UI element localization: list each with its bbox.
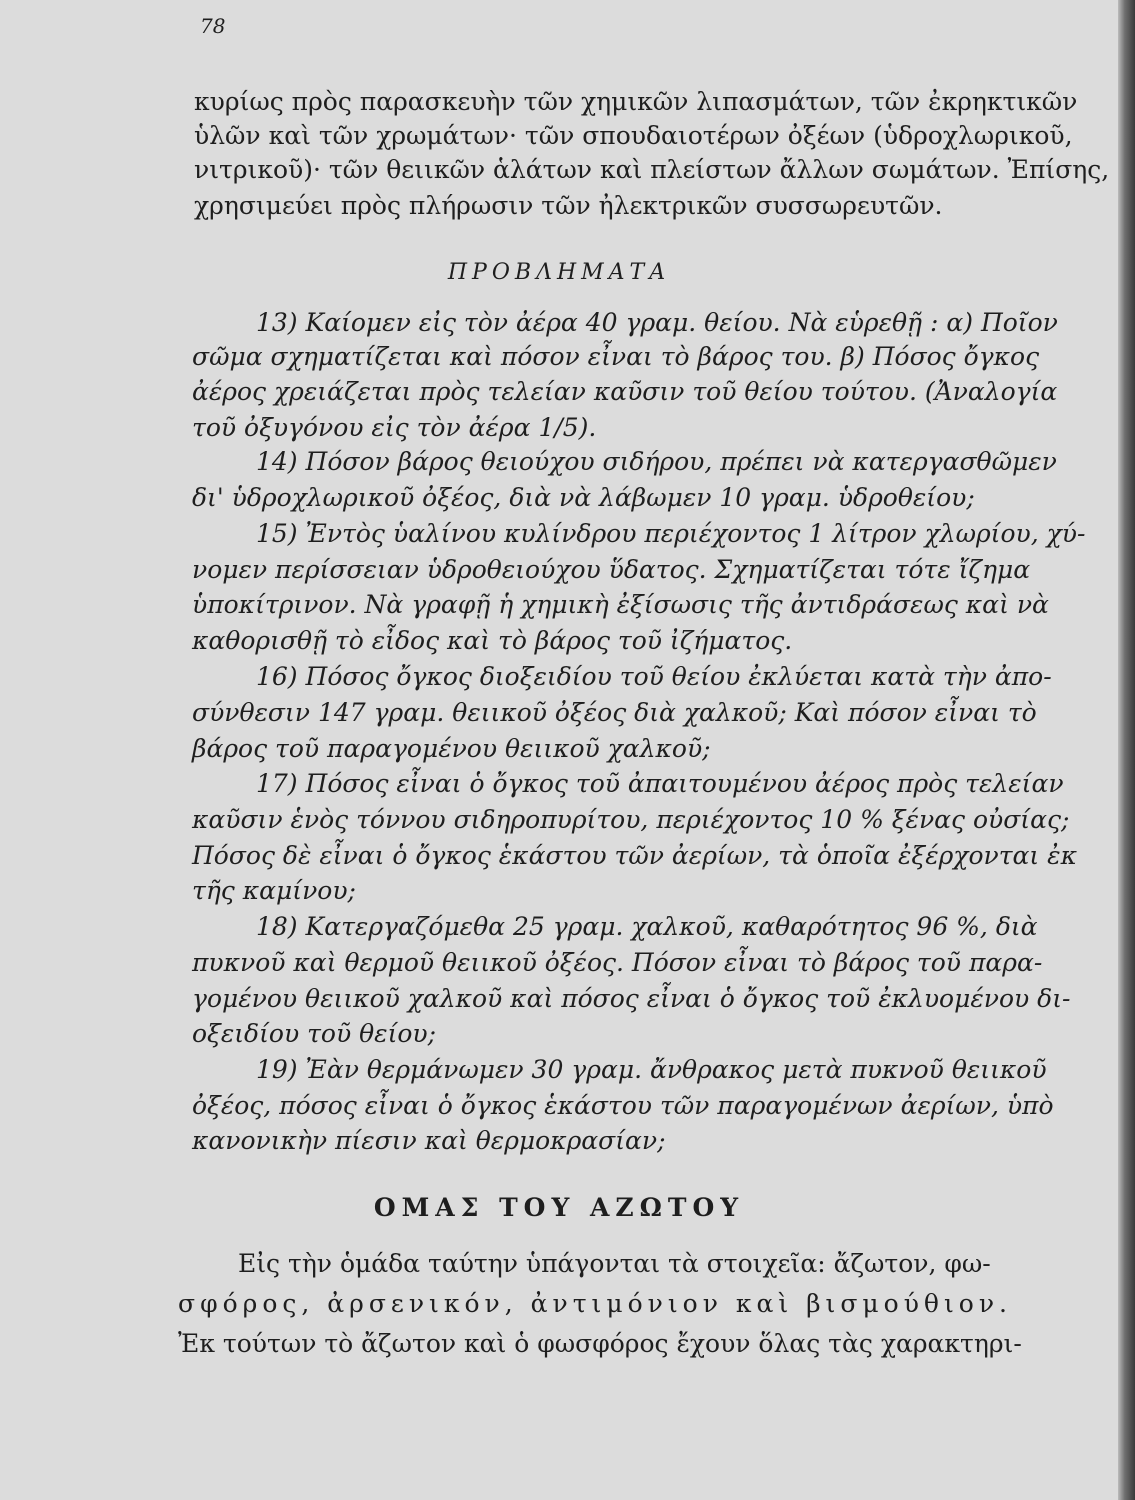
problem-line: 17) Πόσος εἶναι ὁ ὄγκος τοῦ ἀπαιτουμένου ἀέρος πρὸς τελείαν — [256, 769, 1064, 798]
section-line: Εἰς τὴν ὁμάδα ταύτην ὑπάγονται τὰ στοιχεῖα: ἄζωτον, φω- — [238, 1249, 991, 1278]
problem-line: 19) Ἐὰν θερμάνωμεν 30 γραμ. ἄνθρακος μετὰ πυκνοῦ θειικοῦ — [256, 1055, 1047, 1084]
page-number: 78 — [200, 14, 226, 38]
problem-line: τοῦ ὀξυγόνου εἰς τὸν ἀέρα 1/5). — [192, 413, 597, 442]
problem-line: ἀέρος χρειάζεται πρὸς τελείαν καῦσιν τοῦ θείου τούτου. (Ἀναλογία — [192, 377, 1058, 406]
problem-line: σύνθεσιν 147 γραμ. θειικοῦ ὀξέος διὰ χαλκοῦ; Καὶ πόσον εἶναι τὸ — [192, 698, 1037, 727]
section-line: σφόρος, ἀρσενικόν, ἀντιμόνιον καὶ βισμούθιον. — [178, 1289, 1012, 1318]
problem-line: ὑποκίτρινον. Νὰ γραφῇ ἡ χημικὴ ἐξίσωσις τῆς ἀντιδράσεως καὶ νὰ — [192, 590, 1049, 619]
problem-line: σῶμα σχηματίζεται καὶ πόσον εἶναι τὸ βάρος του. β) Πόσος ὄγκος — [192, 342, 1040, 371]
intro-line: ὑλῶν καὶ τῶν χρωμάτων· τῶν σπουδαιοτέρων ὀξέων (ὑδροχλωρικοῦ, — [194, 121, 1073, 150]
problem-line: γομένου θειικοῦ χαλκοῦ καὶ πόσος εἶναι ὁ ὄγκος τοῦ ἐκλυομένου δι- — [192, 984, 1071, 1013]
section-title: ΟΜΑΣ ΤΟΥ ΑΖΩΤΟΥ — [373, 1193, 745, 1222]
problem-line: πυκνοῦ καὶ θερμοῦ θειικοῦ ὀξέος. Πόσον εἶναι τὸ βάρος τοῦ παρα- — [192, 948, 1043, 977]
problem-line: ὀξέος, πόσος εἶναι ὁ ὄγκος ἑκάστου τῶν παραγομένων ἀερίων, ὑπὸ — [192, 1091, 1054, 1120]
problem-line: 18) Κατεργαζόμεθα 25 γραμ. χαλκοῦ, καθαρότητος 96 %, διὰ — [256, 912, 1038, 941]
intro-line: χρησιμεύει πρὸς πλήρωσιν τῶν ἠλεκτρικῶν συσσωρευτῶν. — [194, 191, 943, 220]
intro-line: νιτρικοῦ)· τῶν θειικῶν ἁλάτων καὶ πλείστων ἄλλων σωμάτων. Ἐπίσης, — [194, 155, 1110, 184]
problem-line: 14) Πόσον βάρος θειούχου σιδήρου, πρέπει νὰ κατεργασθῶμεν — [256, 447, 1057, 476]
problem-line: 15) Ἐντὸς ὑαλίνου κυλίνδρου περιέχοντος 1 λίτρον χλωρίου, χύ- — [256, 519, 1086, 548]
problems-heading: ΠΡΟΒΛΗΜΑΤΑ — [447, 260, 671, 285]
intro-line: κυρίως πρὸς παρασκευὴν τῶν χημικῶν λιπασμάτων, τῶν ἐκρηκτικῶν — [194, 87, 1078, 116]
problem-line: δι' ὑδροχλωρικοῦ ὀξέος, διὰ νὰ λάβωμεν 10 γραμ. ὑδροθείου; — [192, 483, 975, 512]
page-edge-shadow — [1118, 0, 1135, 1500]
problem-line: Πόσος δὲ εἶναι ὁ ὄγκος ἑκάστου τῶν ἀερίων, τὰ ὁποῖα ἐξέρχονται ἐκ — [192, 841, 1077, 870]
problem-line: κανονικὴν πίεσιν καὶ θερμοκρασίαν; — [192, 1126, 666, 1155]
problem-line: βάρος τοῦ παραγομένου θειικοῦ χαλκοῦ; — [192, 734, 711, 763]
problem-line: οξειδίου τοῦ θείου; — [192, 1019, 437, 1048]
problem-line: καῦσιν ἑνὸς τόννου σιδηροπυρίτου, περιέχοντος 10 % ξένας οὐσίας; — [192, 805, 1070, 834]
section-line: Ἐκ τούτων τὸ ἄζωτον καὶ ὁ φωσφόρος ἔχουν ὅλας τὰς χαρακτηρι- — [178, 1329, 1022, 1358]
problem-line: καθορισθῇ τὸ εἶδος καὶ τὸ βάρος τοῦ ἰζήματος. — [192, 626, 793, 655]
problem-line: νομεν περίσσειαν ὑδροθειούχου ὕδατος. Σχηματίζεται τότε ἴζημα — [192, 555, 1031, 584]
problem-line: τῆς καμίνου; — [192, 876, 356, 905]
problem-line: 16) Πόσος ὄγκος διοξειδίου τοῦ θείου ἐκλύεται κατὰ τὴν ἀπο- — [256, 662, 1052, 691]
problem-line: 13) Καίομεν εἰς τὸν ἀέρα 40 γραμ. θείου. Νὰ εὑρεθῇ : α) Ποῖον — [256, 308, 1058, 337]
